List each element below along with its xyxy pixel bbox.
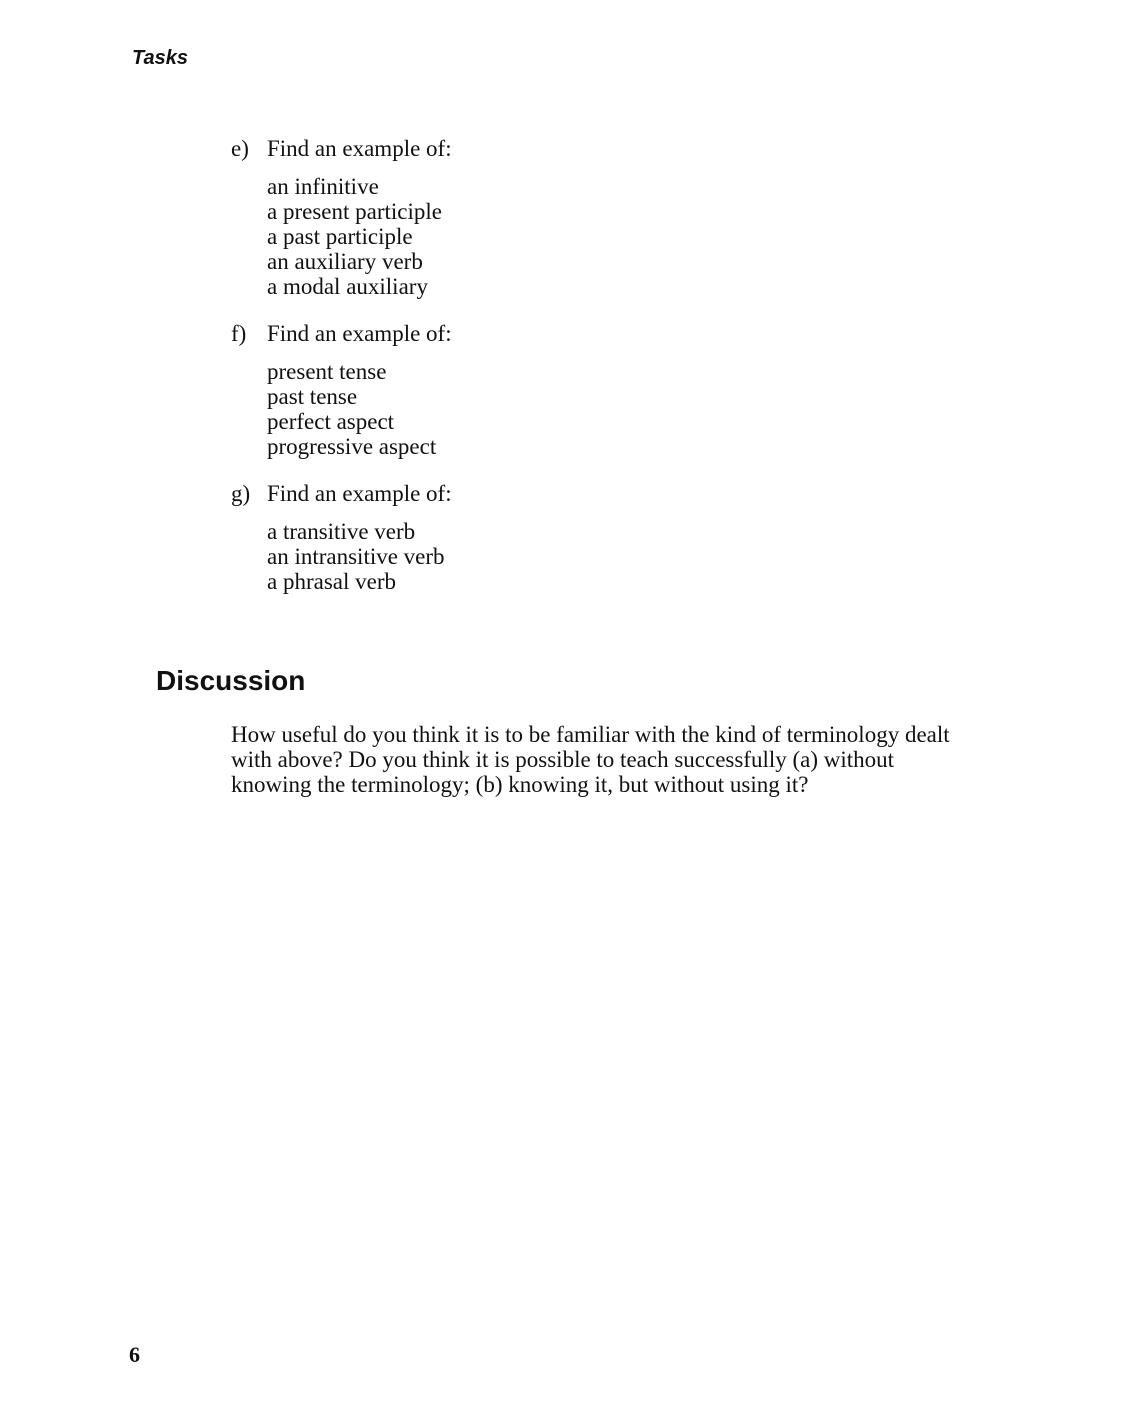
list-item: a modal auxiliary: [267, 274, 428, 299]
task-head: [231, 321, 931, 346]
task-e: [231, 136, 931, 299]
task-items: [267, 359, 931, 459]
task-items: [267, 174, 931, 299]
list-item: a present participle: [267, 199, 442, 224]
paragraph-line: How useful do you think it is to be familiar with the kind of terminology dealt: [231, 722, 950, 747]
task-f: [231, 321, 931, 459]
task-g: [231, 481, 931, 594]
task-letter: e): [231, 136, 249, 161]
list-item: perfect aspect: [267, 409, 395, 434]
task-prompt: Find an example of:: [267, 321, 452, 346]
list-item: present tense: [267, 359, 387, 384]
task-letter: g): [231, 481, 251, 506]
list-item: a phrasal verb: [267, 569, 396, 594]
discussion-paragraph: [231, 722, 1011, 797]
paragraph-line: knowing the terminology; (b) knowing it, but without using it?: [231, 772, 809, 797]
task-list: [231, 136, 931, 616]
list-item: an intransitive verb: [267, 544, 445, 569]
list-item: past tense: [267, 384, 358, 409]
task-items: [267, 519, 931, 594]
task-prompt: Find an example of:: [267, 136, 452, 161]
list-item: an auxiliary verb: [267, 249, 423, 274]
task-letter: f): [231, 321, 247, 346]
list-item: a past participle: [267, 224, 413, 249]
list-item: a transitive verb: [267, 519, 416, 544]
page-number: 6: [129, 1342, 140, 1367]
paragraph-line: with above? Do you think it is possible to teach successfully (a) without: [231, 747, 895, 772]
task-prompt: Find an example of:: [267, 481, 452, 506]
task-head: [231, 481, 931, 506]
running-head: Tasks: [132, 47, 188, 69]
list-item: an infinitive: [267, 174, 379, 199]
list-item: progressive aspect: [267, 434, 437, 459]
task-head: [231, 136, 931, 161]
section-heading-discussion: Discussion: [156, 665, 306, 696]
